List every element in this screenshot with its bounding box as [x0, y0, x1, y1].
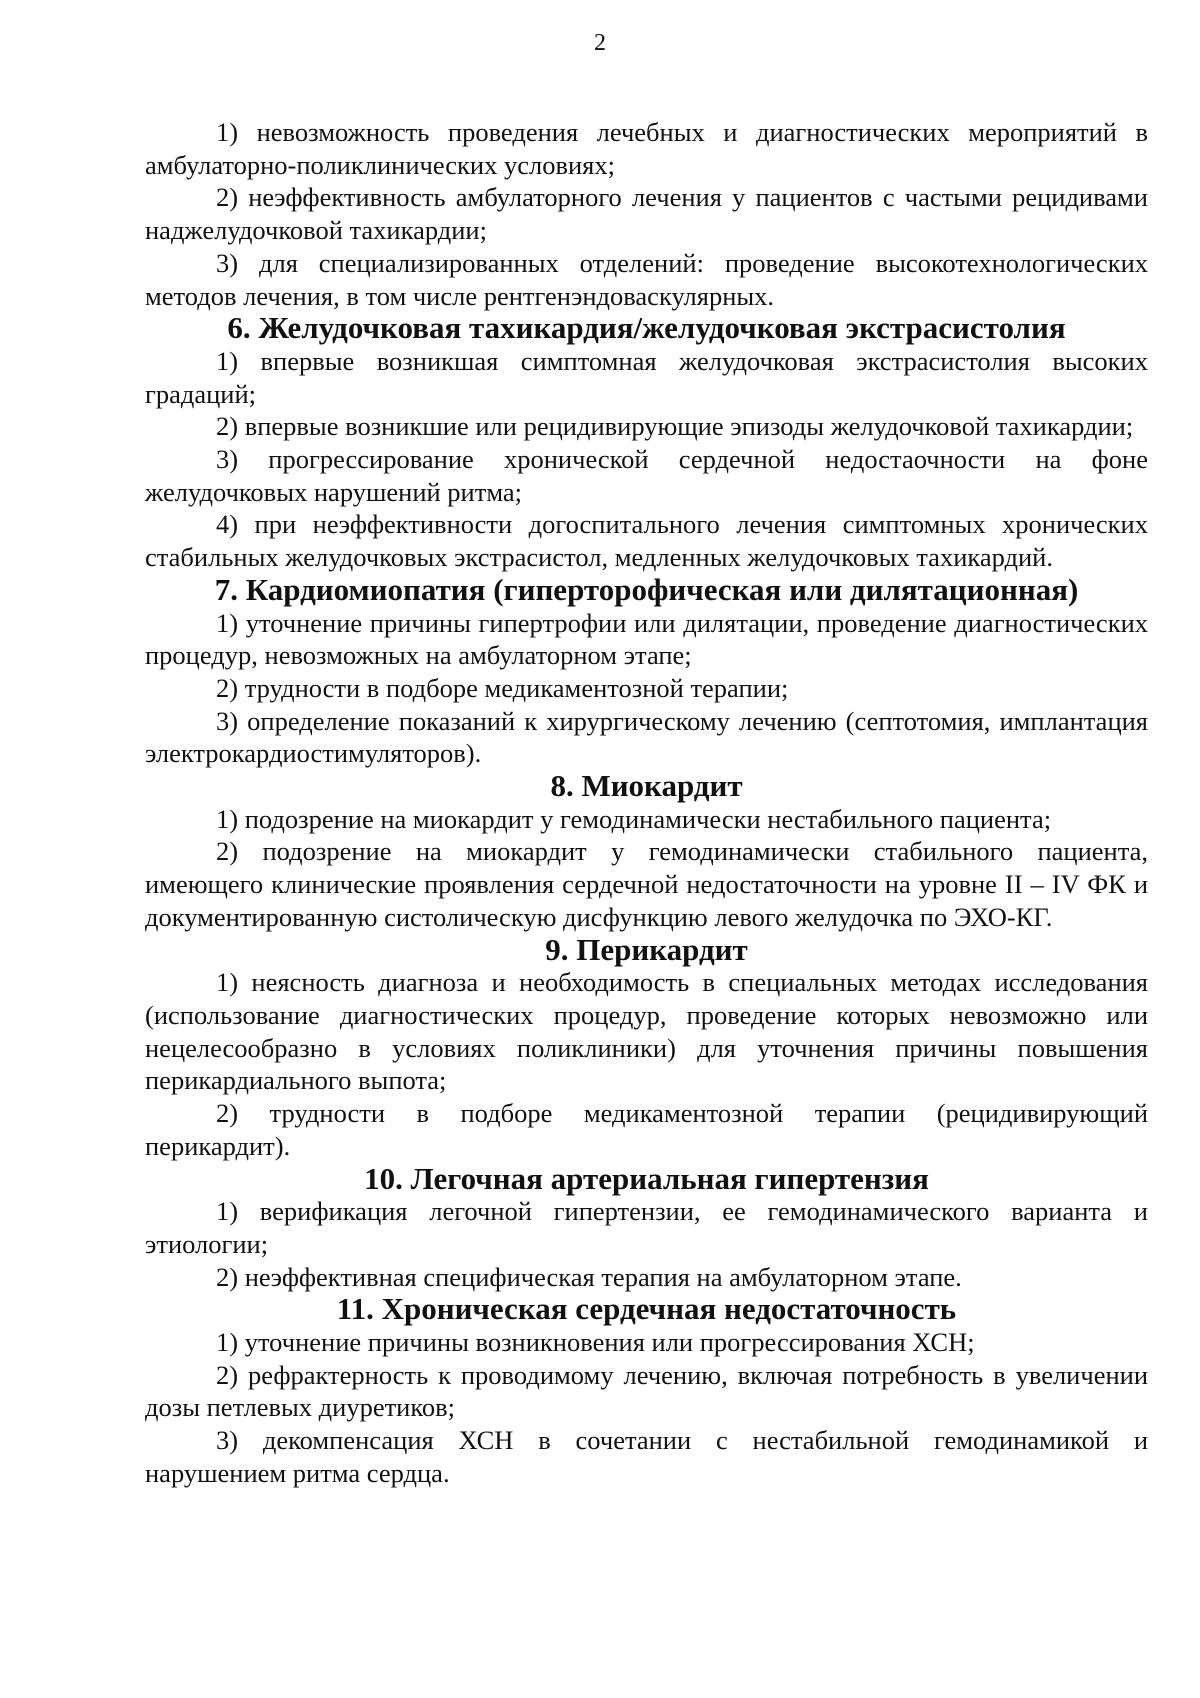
list-item: 1) верификация легочной гипертензии, ее гемодинамического варианта и этиологии; — [145, 1196, 1148, 1259]
list-item: 3) прогрессирование хронической сердечной недостаочности на фоне желудочковых нарушений ритма; — [145, 444, 1148, 507]
list-item: 1) уточнение причины возникновения или прогрессирования ХСН; — [216, 1327, 975, 1358]
list-item: 2) впервые возникшие или рецидивирующие эпизоды желудочковой тахикардии; — [216, 411, 1134, 442]
section-heading: 10. Легочная артериальная гипертензия — [364, 1160, 929, 1196]
section-heading: 7. Кардиомиопатия (гиперторофическая или дилятационная) — [214, 571, 1079, 607]
list-item: 1) неясность диагноза и необходимость в специальных методах исследования (использование диагностических процедур, проведение которых невозможно или нецелесообразно в условиях поликлиники) для уточнения причины повышения перикардиального выпота; — [145, 967, 1148, 1096]
list-item: 2) рефрактерность к проводимому лечению, включая потребность в увеличении дозы петлевых диуретиков; — [145, 1359, 1148, 1423]
list-item: 3) для специализированных отделений: проведение высокотехнологических методов лечения, в том числе рентгенэндоваскулярных. — [145, 247, 1148, 311]
section-heading: 9. Перикардит — [545, 931, 748, 967]
list-item: 1) уточнение причины гипертрофии или дилятации, проведение диагностических процедур, невозможных на амбулаторном этапе; — [145, 607, 1148, 671]
list-item: 2) трудности в подборе медикаментозной терапии (рецидивирующий перикардит). — [145, 1098, 1148, 1161]
section-heading: 11. Хроническая сердечная недостаточность — [336, 1291, 957, 1327]
list-item: 2) подозрение на миокардит у гемодинамически стабильного пациента, имеющего клинические проявления сердечной недостаточности на уровне II – IV ФК и документированную систолическую дисфункцию левого желудочка по ЭХО-КГ. — [145, 836, 1148, 932]
document-body — [145, 116, 1148, 1490]
list-item: 1) невозможность проведения лечебных и диагностических мероприятий в амбулаторно-поликлинических условиях; — [145, 117, 1148, 180]
section-heading: 6. Желудочковая тахикардия/желудочковая экстрасистолия — [227, 310, 1066, 346]
list-item: 1) подозрение на миокардит у гемодинамически нестабильного пациента; — [216, 803, 1052, 834]
section-heading: 8. Миокардит — [550, 768, 743, 804]
list-item: 2) трудности в подборе медикаментозной терапии; — [216, 672, 789, 703]
list-item: 2) неэффективная специфическая терапия на амбулаторном этапе. — [216, 1261, 962, 1292]
list-item: 4) при неэффективности догоспитального лечения симптомных хронических стабильных желудочковых экстрасистол, медленных желудочковых тахикардий. — [145, 509, 1148, 573]
list-item: 3) определение показаний к хирургическому лечению (септотомия, имплантация электрокардиостимуляторов). — [145, 705, 1148, 769]
list-item: 2) неэффективность амбулаторного лечения у пациентов с частыми рецидивами наджелудочковой тахикардии; — [145, 182, 1148, 246]
list-item: 1) впервые возникшая симптомная желудочковая экстрасистолия высоких градаций; — [145, 345, 1148, 409]
page-number: 2 — [594, 30, 606, 56]
list-item: 3) декомпенсация ХСН в сочетании с нестабильной гемодинамикой и нарушением ритма сердца. — [145, 1425, 1148, 1488]
